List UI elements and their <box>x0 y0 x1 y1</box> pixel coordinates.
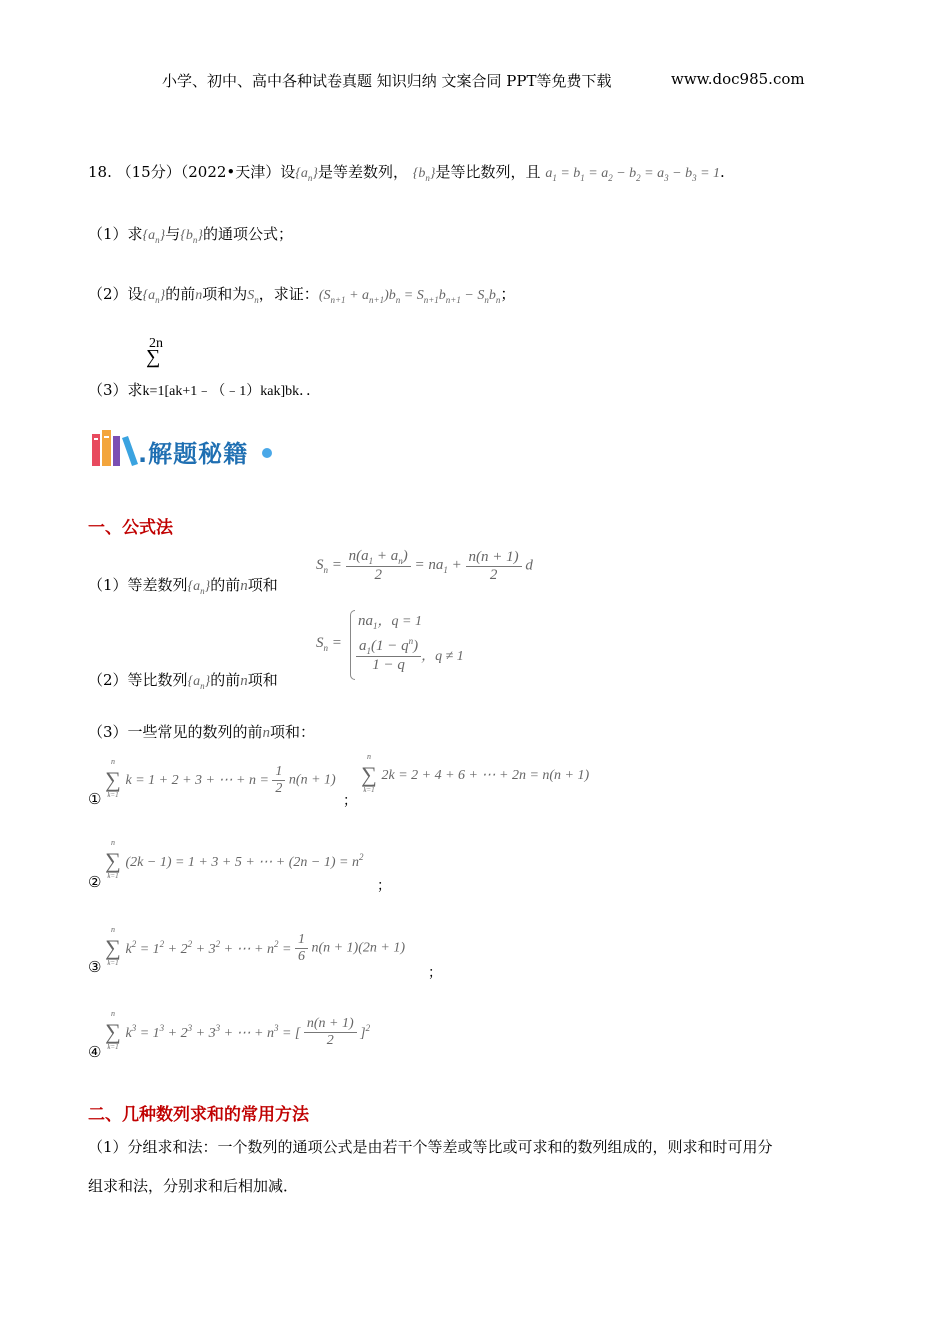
math-proof: $(S_{n+1} + a_{n+1})b_n = S_{n+1}b_{n+1} - S_nb_n$ <box>318 288 501 305</box>
s1-item2 <box>88 670 278 696</box>
item3-label: （3）一些常见的数列的前 <box>88 723 263 741</box>
formula-sum-odd: n ∑ k=1 (2k − 1) = 1 + 3 + 5 + ⋯ + $(2n - 1) = n^2$ <box>105 838 364 880</box>
item2-end: 项和 <box>247 671 278 689</box>
item3-end: 项和： <box>270 723 316 741</box>
p2-mid2: 项和为 <box>202 285 248 303</box>
item1-end: 项和 <box>247 576 278 594</box>
p1-mid: 与 <box>165 225 181 243</box>
p2-label: （2）设 <box>88 285 143 303</box>
geo-case2: ，q ≠ 1 <box>421 649 464 664</box>
p3-label: （3）求 <box>88 381 143 399</box>
s1-item3 <box>88 722 315 743</box>
item1-n: n <box>240 578 248 594</box>
item1-label: （1）等差数列 <box>88 576 188 594</box>
math-an: $\{a_n\}$ <box>187 579 211 596</box>
section2-title: 二、几种数列求和的常用方法 <box>88 1105 309 1125</box>
formula-sum-2k: n ∑ k=1 2k = 2 + 4 + 6 + ⋯ + 2n = n(n + 1) <box>361 752 590 794</box>
math-an: $\{a_n\}$ <box>142 228 166 245</box>
item2-label: （2）等比数列 <box>88 671 188 689</box>
math-condition: $a_1 = b_1 = a_2 - b_2 = a_3 - b_3 = 1$ <box>545 166 721 183</box>
part1 <box>88 224 293 250</box>
p2-mid: 的前 <box>165 285 196 303</box>
math-an: $\{a_n\}$ <box>295 166 318 183</box>
p3-expr: [ak+1﹣（﹣1）kak]bk．． <box>164 384 321 399</box>
problem-points: （15分） <box>116 163 181 181</box>
formula-sum-cubes: n ∑ k=1 $k^3 = 1^3 + 2^3 + 3^3$ + ⋯ + $n^3$ = [ $\frac{n(n + 1)}{2}$ ]$^2$ <box>105 1009 371 1051</box>
stem-c: 是等比数列，且 <box>435 163 541 181</box>
stem-end: . <box>720 163 725 181</box>
p1-end: 的通项公式； <box>203 225 294 243</box>
item2-tail: 的前 <box>210 671 241 689</box>
problem-number: 18. <box>88 163 112 181</box>
books-icon <box>90 428 140 468</box>
formula-sum-squares: n ∑ k=1 $k^2 = 1^2 + 2^2 + 3^2$ + ⋯ + $n^2$ = $\frac{1}{6}$ n(n + 1)(2n + 1) <box>105 925 405 967</box>
dot-icon <box>262 448 272 458</box>
item3-n: n <box>262 725 271 741</box>
item1-tail: 的前 <box>210 576 241 594</box>
circle-4: ④ <box>88 1043 102 1061</box>
circle-2: ② <box>88 873 102 891</box>
geo-case1: ，q = 1 <box>377 614 422 629</box>
formula-sum-k: n ∑ k=1 k = 1 + 2 + 3 + ⋯ + n = $\frac{1}{2}$ n(n + 1) <box>105 757 336 799</box>
semicolon-3: ； <box>428 965 442 981</box>
problem-stem <box>88 162 725 188</box>
banner-label: .解题秘籍 <box>138 440 249 468</box>
section2-para-line1: （1）分组求和法：一个数列的通项公式是由若干个等差或等比或可求和的数列组成的，则求和时可用分 <box>88 1138 773 1156</box>
part2 <box>88 284 515 310</box>
formula-arith-sum: $S_n$ = $\frac{n(a_1 + a_n)}{2}$ = $na_1$ + $\frac{n(n + 1)}{2}$ d <box>316 548 533 583</box>
p3-sum-top: 2n <box>149 336 163 351</box>
circle-1: ① <box>88 790 102 808</box>
math-sn: $S_n$ <box>247 288 259 305</box>
s1-item1 <box>88 575 278 601</box>
part3 <box>88 380 320 402</box>
semicolon-2: ； <box>377 878 391 894</box>
stem-a: 设 <box>280 163 296 181</box>
section1-title: 一、公式法 <box>88 518 173 538</box>
circle-3: ③ <box>88 958 102 976</box>
problem-source: （2022•天津） <box>180 163 281 181</box>
banner <box>90 428 249 468</box>
p2-end: ； <box>500 285 516 303</box>
math-bn: $\{b_n\}$ <box>412 166 436 183</box>
p2-n: n <box>195 288 203 303</box>
math-an: $\{a_n\}$ <box>187 674 211 691</box>
p3-sum-bottom: k=1 <box>142 384 165 399</box>
math-an: $\{a_n\}$ <box>142 288 166 305</box>
header-text: 小学、初中、高中各种试卷真题 知识归纳 文案合同 PPT等免费下载 <box>162 72 612 90</box>
p1-label: （1）求 <box>88 225 143 243</box>
semicolon-1: ； <box>343 793 357 809</box>
section2-para-line2: 组求和法，分别求和后相加减． <box>88 1177 299 1195</box>
item2-n: n <box>240 673 248 689</box>
header-url: www.doc985.com <box>671 70 805 88</box>
stem-b: 是等差数列， <box>318 163 409 181</box>
math-bn: $\{b_n\}$ <box>180 228 203 245</box>
p2-mid3: ，求证： <box>258 285 319 303</box>
sigma-icon: ∑ <box>146 346 161 368</box>
